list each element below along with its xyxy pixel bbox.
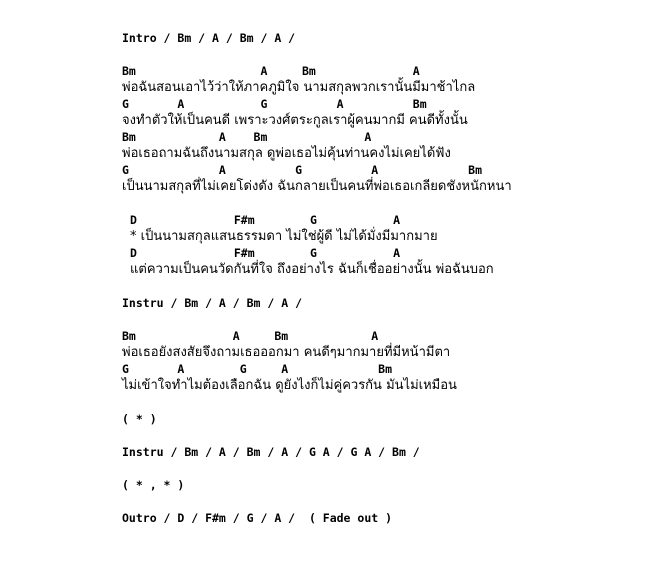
spacer <box>122 195 642 212</box>
repeat-marker-1 <box>122 411 642 429</box>
lyric-row: * เป็นนามสกุลแสนธรรมดา ไม่ใช่ผู้ดี ไม่ได้มั่งมีมากมาย <box>130 229 438 244</box>
chord-row: G A G A Bm <box>122 163 483 177</box>
instru-2-line <box>122 444 642 462</box>
instru-1-section <box>122 295 642 313</box>
repeat-marker-text: ( * ) <box>122 412 157 426</box>
instru-1-label: Instru <box>122 296 164 310</box>
lyric-row: ไม่เข้าใจทำไมต้องเลือกฉัน ดูยังไงก็ไม่คู่ควรกัน มันไม่เหมือน <box>122 378 457 393</box>
lyric-row: แต่ความเป็นคนวัดกันที่ใจ ถึงอย่างไร ฉันก็เชื่ออย่างนั้น พ่อฉันบอก <box>130 262 494 277</box>
intro-line <box>122 30 642 48</box>
outro-section <box>122 510 642 528</box>
outro-chords: / D / F#m / G / A / ( Fade out ) <box>156 511 393 525</box>
lyric-row: จงทำตัวให้เป็นคนดี เพราะวงศ์ตระกูลเราผู้คนมากมี คนดีทั้งนั้น <box>122 113 468 128</box>
outro-line <box>122 510 642 528</box>
verse-2 <box>122 328 642 394</box>
instru-1-line <box>122 295 642 313</box>
outro-label: Outro <box>122 511 157 525</box>
spacer <box>122 48 642 63</box>
repeat-marker-text: ( * , * ) <box>122 478 185 492</box>
verse-1 <box>122 63 642 195</box>
chord-row: Bm A Bm A <box>122 64 420 78</box>
lyric-row: พ่อเธอยังสงสัยจึงถามเธอออกมา คนดีๆมากมายที่มีหน้ามีตา <box>122 345 451 360</box>
spacer <box>122 313 642 328</box>
lyric-row: พ่อฉันสอนเอาไว้ว่าให้ภาคภูมิใจ นามสกุลพวกเรานั้นมีมาช้าไกล <box>122 80 476 95</box>
instru-2-section <box>122 444 642 462</box>
spacer <box>122 278 642 295</box>
chord-row: D F#m G A <box>130 246 401 260</box>
lyric-row: พ่อเธอถามฉันถึงนามสกุล ดูพ่อเธอไม่คุ้นท่านคงไม่เคยได้ฟัง <box>122 146 451 161</box>
instru-1-chords: / Bm / A / Bm / A / <box>163 296 303 310</box>
lyric-row: เป็นนามสกุลที่ไม่เคยโด่งดัง ฉันกลายเป็นคนที่พ่อเธอเกลียดชังหนักหนา <box>122 179 512 194</box>
spacer <box>122 429 642 444</box>
chord-row: G A G A Bm <box>122 362 393 376</box>
instru-2-chords: / Bm / A / Bm / A / G A / G A / Bm / <box>163 445 420 459</box>
spacer <box>122 394 642 411</box>
repeat-marker-2 <box>122 477 642 495</box>
chord-row: Bm A Bm A <box>122 329 379 343</box>
spacer <box>122 462 642 477</box>
chord-row: D F#m G A <box>130 213 401 227</box>
chord-row: G A G A Bm <box>122 97 427 111</box>
chord-sheet <box>122 30 642 528</box>
spacer <box>122 495 642 510</box>
instru-2-label: Instru <box>122 445 164 459</box>
chord-row: Bm A Bm A <box>122 130 372 144</box>
intro-section <box>122 30 642 48</box>
intro-chords: / Bm / A / Bm / A / <box>156 31 296 45</box>
chorus-section <box>122 212 642 278</box>
intro-label: Intro <box>122 31 157 45</box>
